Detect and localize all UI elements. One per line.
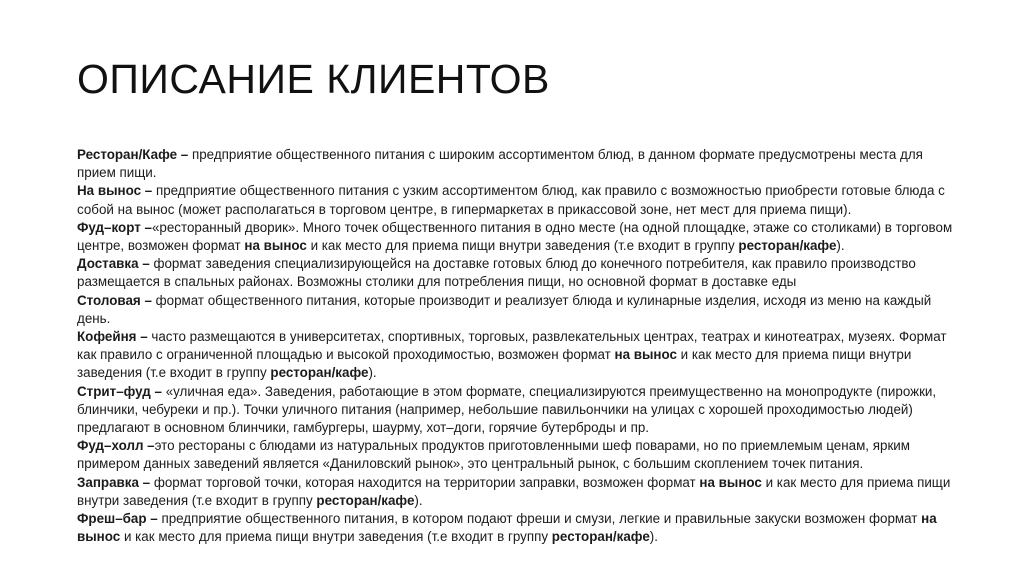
definition-text: ). xyxy=(836,238,845,254)
definition-entry xyxy=(77,219,957,255)
emphasis-text: на вынос xyxy=(614,347,677,363)
definition-term: Доставка – xyxy=(77,256,150,272)
definition-entry xyxy=(77,146,957,182)
definition-text: и как место для приема пищи внутри заведения (т.е входит в группу xyxy=(77,474,951,508)
emphasis-text: ресторан/кафе xyxy=(270,365,369,381)
definition-text: формат заведения специализирующейся на доставке готовых блюд до конечного потребителя, как правило производство размещается в спальных районах. Возможны столики для потребления пищи, но основной формат в доставке еды xyxy=(77,256,916,290)
definition-text: формат общественного питания, которые производит и реализует блюда и кулинарные изделия, исходя из меню на каждый день. xyxy=(77,292,932,326)
definition-entry xyxy=(77,510,957,546)
definition-entry xyxy=(77,292,957,328)
definition-term: Фреш–бар – xyxy=(77,511,158,527)
slide-body xyxy=(77,146,957,546)
definition-text: формат торговой точки, которая находится на территории заправки, возможен формат xyxy=(150,474,700,490)
definition-text: предприятие общественного питания с широким ассортиментом блюд, в данном формате предусмотрены места для прием пищи. xyxy=(77,147,923,181)
definition-term: Фуд–холл – xyxy=(77,438,155,454)
definition-text: предприятие общественного питания, в котором подают фреши и смузи, легкие и правильные закуски возможен формат xyxy=(157,511,922,527)
definition-text: «уличная еда». Заведения, работающие в этом формате, специализируются преимущественно на монопродукте (пирожки, блинчики, чебуреки и пр.). Точки уличного питания (например, небольшие павильончики на улицах с хорошей проходимостью людей) предлагают в основном блинчики, гамбургеры, шаурму, хот–доги, горячие бутерброды и пр. xyxy=(77,383,937,436)
definition-entry xyxy=(77,182,957,218)
emphasis-text: на вынос xyxy=(699,474,762,490)
definition-text: и как место для приема пищи внутри заведения (т.е входит в группу xyxy=(306,238,739,254)
definition-term: На вынос – xyxy=(77,183,153,199)
definition-entry xyxy=(77,383,957,438)
definition-text: и как место для приема пищи внутри заведения (т.е входит в группу xyxy=(77,347,912,381)
emphasis-text: на вынос xyxy=(244,238,307,254)
emphasis-text: ресторан/кафе xyxy=(738,238,837,254)
definition-text: часто размещаются в университетах, спортивных, торговых, развлекательных центрах, театрах и кинотеатрах, музеях. Формат как правило с ограниченной площадью и высокой проходимостью, возможен формат xyxy=(77,329,947,363)
definition-text: предприятие общественного питания с узким ассортиментом блюд, как правило с возможностью приобрести готовые блюда с собой на вынос (может располагаться в торговом центре, в гипермаркетах в прикассовой зоне, нет мест для приема пищи). xyxy=(77,183,945,217)
definition-text: это рестораны с блюдами из натуральных продуктов приготовленными шеф поварами, но по приемлемым ценам, ярким примером данных заведений является «Даниловский рынок», это центральный рынок, с большим скоплением точек питания. xyxy=(77,438,910,472)
definition-term: Столовая – xyxy=(77,292,152,308)
emphasis-text: ресторан/кафе xyxy=(551,529,650,545)
definition-term: Заправка – xyxy=(77,474,151,490)
definition-entry xyxy=(77,437,957,473)
definition-term: Стрит–фуд – xyxy=(77,383,162,399)
definition-text: «ресторанный дворик». Много точек общественного питания в одно месте (на одной площадке, этаже со столиками) в торговом центре, возможен формат xyxy=(77,219,953,254)
emphasis-text: ресторан/кафе xyxy=(316,492,415,508)
definition-entry xyxy=(77,328,957,383)
definition-term: Ресторан/Кафе – xyxy=(77,147,189,162)
definition-text: ). xyxy=(649,529,658,545)
definition-text: и как место для приема пищи внутри заведения (т.е входит в группу xyxy=(120,529,552,545)
definition-text: ). xyxy=(414,492,423,508)
definition-entry xyxy=(77,255,957,291)
definition-text: ). xyxy=(368,365,377,381)
emphasis-text: на вынос xyxy=(77,511,937,545)
slide-title: ОПИСАНИЕ КЛИЕНТОВ xyxy=(77,56,550,102)
definition-term: Кофейня – xyxy=(77,329,152,345)
definition-term: Фуд–корт – xyxy=(77,219,152,235)
definition-entry xyxy=(77,474,957,510)
